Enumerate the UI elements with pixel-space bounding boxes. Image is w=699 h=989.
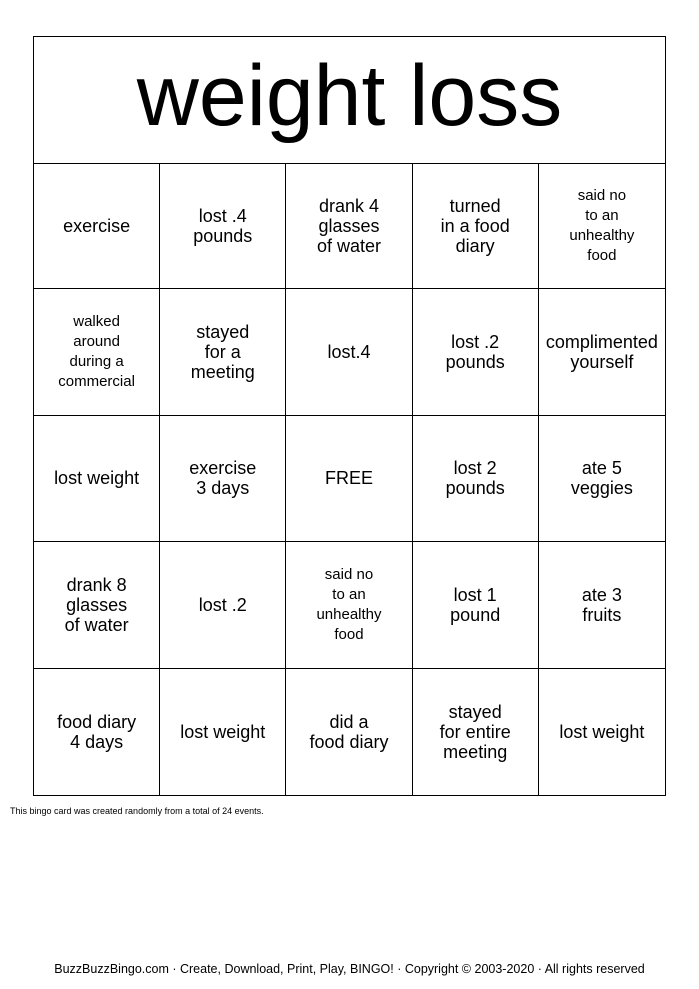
- bingo-cell: [160, 289, 286, 415]
- bingo-cell-text: stayed for a meeting: [190, 322, 255, 383]
- bingo-cell: [413, 669, 539, 795]
- bingo-cell: [413, 289, 539, 415]
- bingo-cell: [286, 416, 412, 542]
- bingo-cell-text: lost weight: [559, 721, 645, 742]
- bingo-cell-text: lost .4 pounds: [193, 205, 253, 246]
- bingo-cell-text: said no to an unhealthy food: [569, 186, 635, 264]
- bingo-cell-text: said no to an unhealthy food: [316, 565, 382, 643]
- card-note: This bingo card was created randomly from a total of 24 events.: [10, 806, 264, 816]
- bingo-cell-text: lost.4: [327, 342, 371, 363]
- bingo-cell: [34, 289, 160, 415]
- bingo-cell: [34, 163, 160, 289]
- bingo-cell: [160, 416, 286, 542]
- title-row: [34, 37, 665, 164]
- bingo-cell-text: complimented yourself: [545, 332, 658, 373]
- page-footer: BuzzBuzzBingo.com · Create, Download, Print, Play, BINGO! · Copyright © 2003-2020 · All rights reserved: [54, 962, 645, 976]
- bingo-cell-text: lost weight: [54, 468, 140, 489]
- bingo-cell: [34, 542, 160, 668]
- bingo-cell-text: lost 1 pound: [450, 584, 501, 625]
- bingo-cell: [539, 289, 665, 415]
- bingo-cell: [34, 416, 160, 542]
- bingo-cell: [286, 163, 412, 289]
- bingo-cell-text: drank 4 glasses of water: [316, 195, 381, 256]
- bingo-cell: [539, 416, 665, 542]
- bingo-cell: [286, 289, 412, 415]
- bingo-cell-text: lost .2 pounds: [445, 332, 505, 373]
- bingo-cell-text: drank 8 glasses of water: [64, 574, 129, 635]
- card-title: weight loss: [136, 48, 563, 144]
- bingo-cell-text: walked around during a commercial: [58, 313, 135, 391]
- bingo-cell-text: lost .2: [198, 594, 247, 615]
- bingo-cell-text: lost 2 pounds: [445, 458, 505, 499]
- bingo-cell: [413, 163, 539, 289]
- bingo-cell: [539, 163, 665, 289]
- bingo-cell-text: exercise: [63, 215, 131, 236]
- bingo-cell-text: stayed for entire meeting: [439, 701, 511, 762]
- bingo-cell: [160, 542, 286, 668]
- bingo-cell-text: ate 5 veggies: [570, 458, 633, 499]
- bingo-card: [33, 36, 666, 796]
- bingo-cell: [34, 669, 160, 795]
- bingo-cell: [286, 542, 412, 668]
- bingo-cell: [286, 669, 412, 795]
- bingo-grid: [34, 163, 665, 795]
- bingo-cell: [160, 669, 286, 795]
- bingo-cell-text: lost weight: [180, 721, 266, 742]
- bingo-cell: [539, 542, 665, 668]
- bingo-cell: [413, 416, 539, 542]
- bingo-cell-text: food diary 4 days: [57, 711, 137, 752]
- bingo-cell-text: ate 3 fruits: [581, 584, 622, 625]
- bingo-cell: [413, 542, 539, 668]
- bingo-cell-text: did a food diary: [309, 711, 389, 752]
- bingo-cell: [539, 669, 665, 795]
- bingo-cell-text: exercise 3 days: [189, 458, 257, 499]
- bingo-cell: [160, 163, 286, 289]
- bingo-cell-text: turned in a food diary: [440, 195, 510, 256]
- bingo-cell-text: FREE: [324, 468, 373, 489]
